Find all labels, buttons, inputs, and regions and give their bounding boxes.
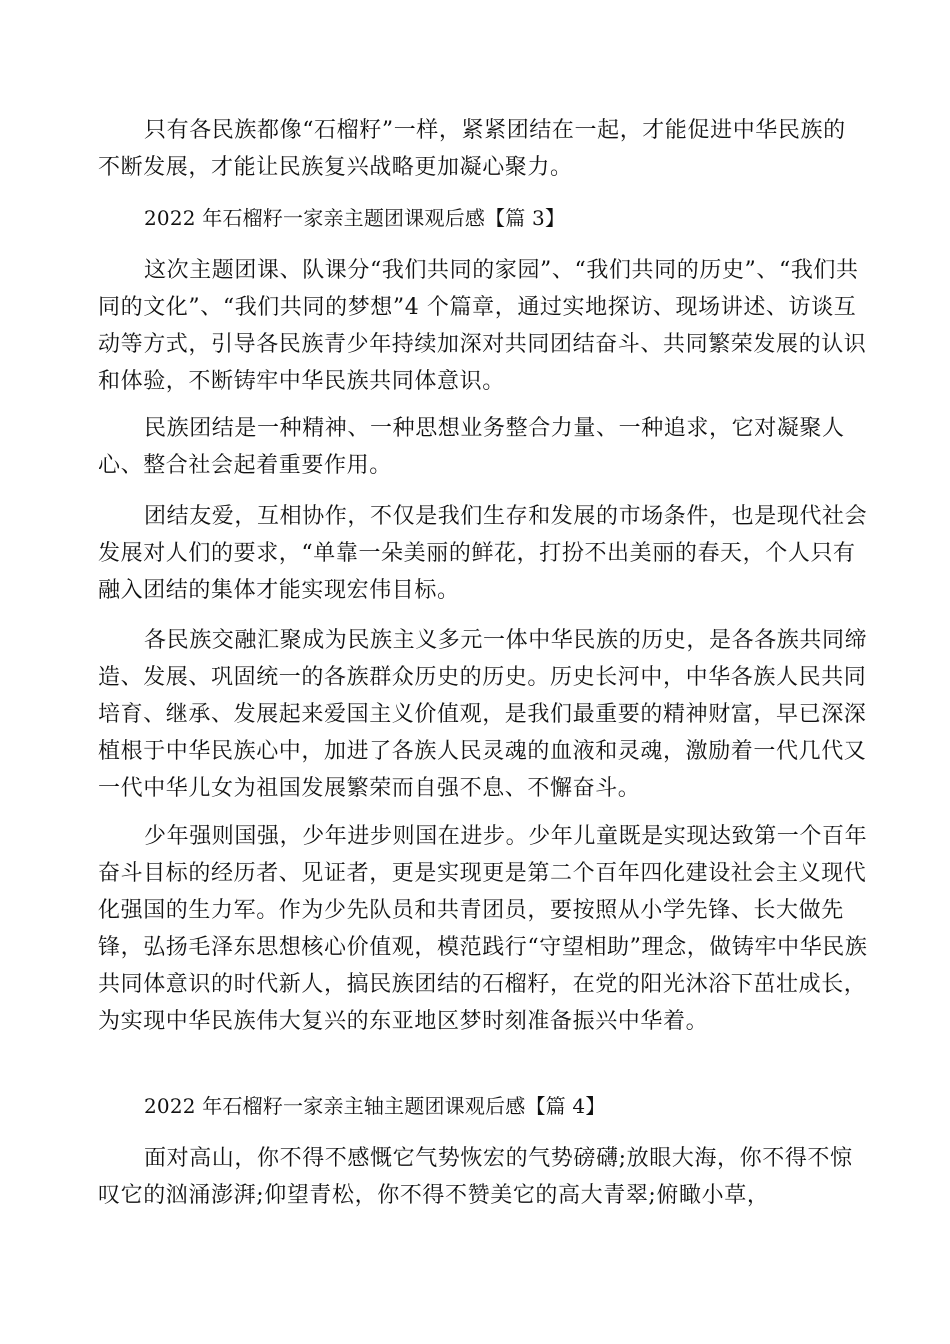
paragraph-theme-lesson: 这次主题团课、队课分“我们共同的家园”、“我们共同的历史”、“我们共同的文化”、“我们共同的梦想”4 个篇章，通过实地探访、现场讲述、访谈互动等方式，引导各民族青少年持续加深对共同团结奋斗、共同繁荣发展的认识和体验，不断铸牢中华民族共同体意识。 (98, 258, 867, 394)
section-heading-part-4: 2022 年石榴籽一家亲主轴主题团课观后感【篇 4】 (144, 1094, 606, 1118)
paragraph-national-unity: 民族团结是一种精神、一种思想业务整合力量、一种追求，它对凝聚人心、整合社会起着重要作用。 (98, 416, 845, 478)
paragraph-ethnic-history: 各民族交融汇聚成为民族主义多元一体中华民族的历史，是各各族共同缔造、发展、巩固统一的各族群众历史的历史。历史长河中，中华各族人民共同培育、继承、发展起来爱国主义价值观，是我们最重要的精神财富，早已深深植根于中华民族心中，加进了各族人民灵魂的血液和灵魂，激励着一代几代又一代中华儿女为祖国发展繁荣而自强不息、不懈奋斗。 (98, 628, 868, 801)
paragraph-pomegranate-seeds: 只有各民族都像“石榴籽”一样，紧紧团结在一起，才能促进中华民族的不断发展，才能让民族复兴战略更加凝心聚力。 (98, 118, 846, 180)
paragraph-unity-friendship: 团结友爱，互相协作，不仅是我们生存和发展的市场条件，也是现代社会发展对人们的要求，“单靠一朵美丽的鲜花，打扮不出美丽的春天，个人只有融入团结的集体才能实现宏伟目标。 (98, 504, 868, 603)
paragraph-strong-youth: 少年强则国强，少年进步则国在进步。少年儿童既是实现达致第一个百年奋斗目标的经历者、见证者，更是实现更是第二个百年四化建设社会主义现代化强国的生力军。作为少先队员和共青团员，要按照从小学先锋、长大做先锋，弘扬毛泽东思想核心价值观，模范践行“守望相助”理念，做铸牢中华民族共同体意识的时代新人，搞民族团结的石榴籽，在党的阳光沐浴下茁壮成长，为实现中华民族伟大复兴的东亚地区梦时刻准备振兴中华着。 (98, 824, 868, 1034)
section-heading-part-3: 2022 年石榴籽一家亲主题团课观后感【篇 3】 (144, 206, 566, 230)
paragraph-facing-mountains: 面对高山，你不得不感慨它气势恢宏的气势磅礴;放眼大海，你不得不惊叹它的汹涌澎湃;仰望青松，你不得不赞美它的高大青翠;俯瞰小草， (98, 1146, 853, 1208)
